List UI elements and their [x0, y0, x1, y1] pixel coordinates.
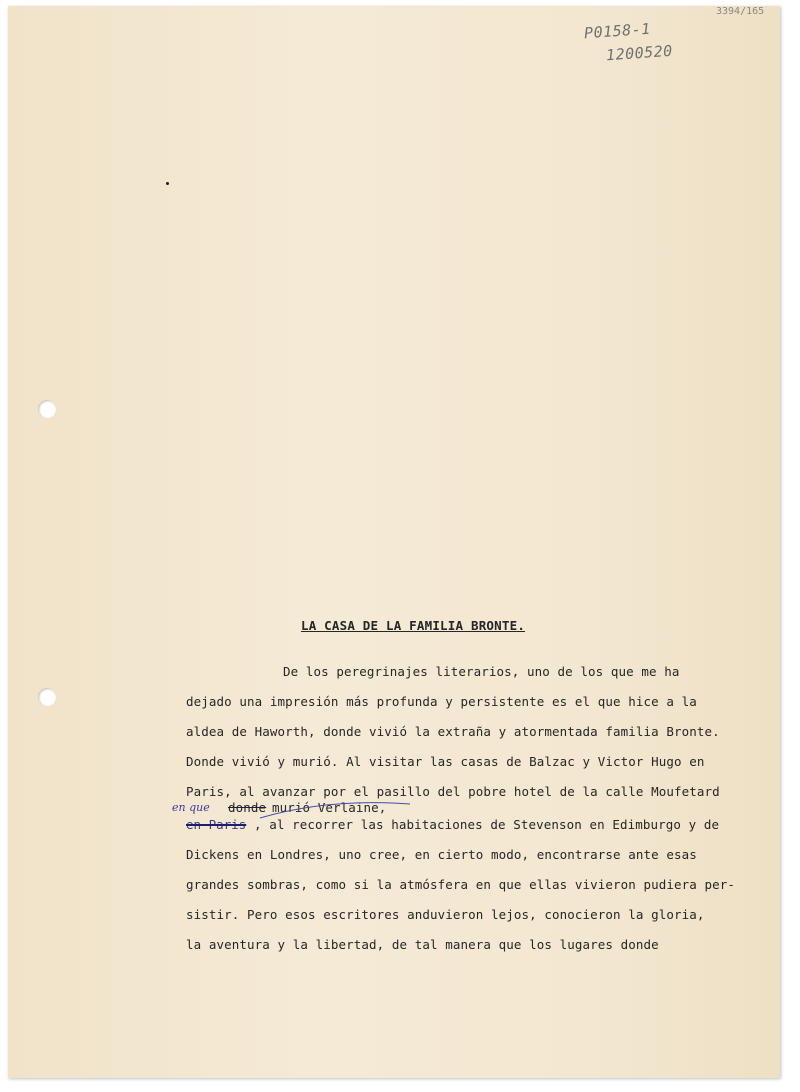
- text-line-9: sistir. Pero esos escritores anduvieron lejos, conocieron la gloria,: [186, 907, 705, 922]
- text-line-7: Dickens en Londres, uno cree, en cierto modo, encontrarse ante esas: [186, 847, 697, 862]
- text-line-10: la aventura y la libertad, de tal manera que los lugares donde: [186, 937, 659, 952]
- text-line-5: Paris, al avanzar por el pasillo del pobre hotel de la calle Moufetard: [186, 784, 720, 799]
- text-line-4: Donde vivió y murió. Al visitar las casas de Balzac y Victor Hugo en: [186, 754, 705, 769]
- document-title: LA CASA DE LA FAMILIA BRONTE.: [301, 618, 526, 633]
- punch-hole-bottom: [38, 688, 56, 706]
- text-line-6: , al recorrer las habitaciones de Stevenson en Edimburgo y de: [254, 817, 720, 832]
- text-line-2: dejado una impresión más profunda y persistente es el que hice a la: [186, 694, 697, 709]
- archive-code-2: 1200520: [605, 41, 674, 65]
- text-line-3: aldea de Haworth, donde vivió la extraña y atormentada familia Bronte.: [186, 724, 720, 739]
- punch-hole-top: [38, 400, 56, 418]
- text-line-verlaine: murió Verlaine,: [272, 800, 387, 815]
- ink-dot: [166, 182, 169, 185]
- text-line-8: grandes sombras, como si la atmósfera en que ellas vivieron pudiera per-: [186, 877, 736, 892]
- struck-word-paris: en Paris: [186, 817, 247, 832]
- corner-mark: 3394/165: [716, 6, 765, 17]
- archive-code-1: P0158-1: [583, 19, 652, 43]
- struck-word-donde: donde: [228, 800, 267, 815]
- text-line-1: De los peregrinajes literarios, uno de los que me ha: [283, 664, 680, 679]
- handwritten-insert: en que: [172, 801, 210, 814]
